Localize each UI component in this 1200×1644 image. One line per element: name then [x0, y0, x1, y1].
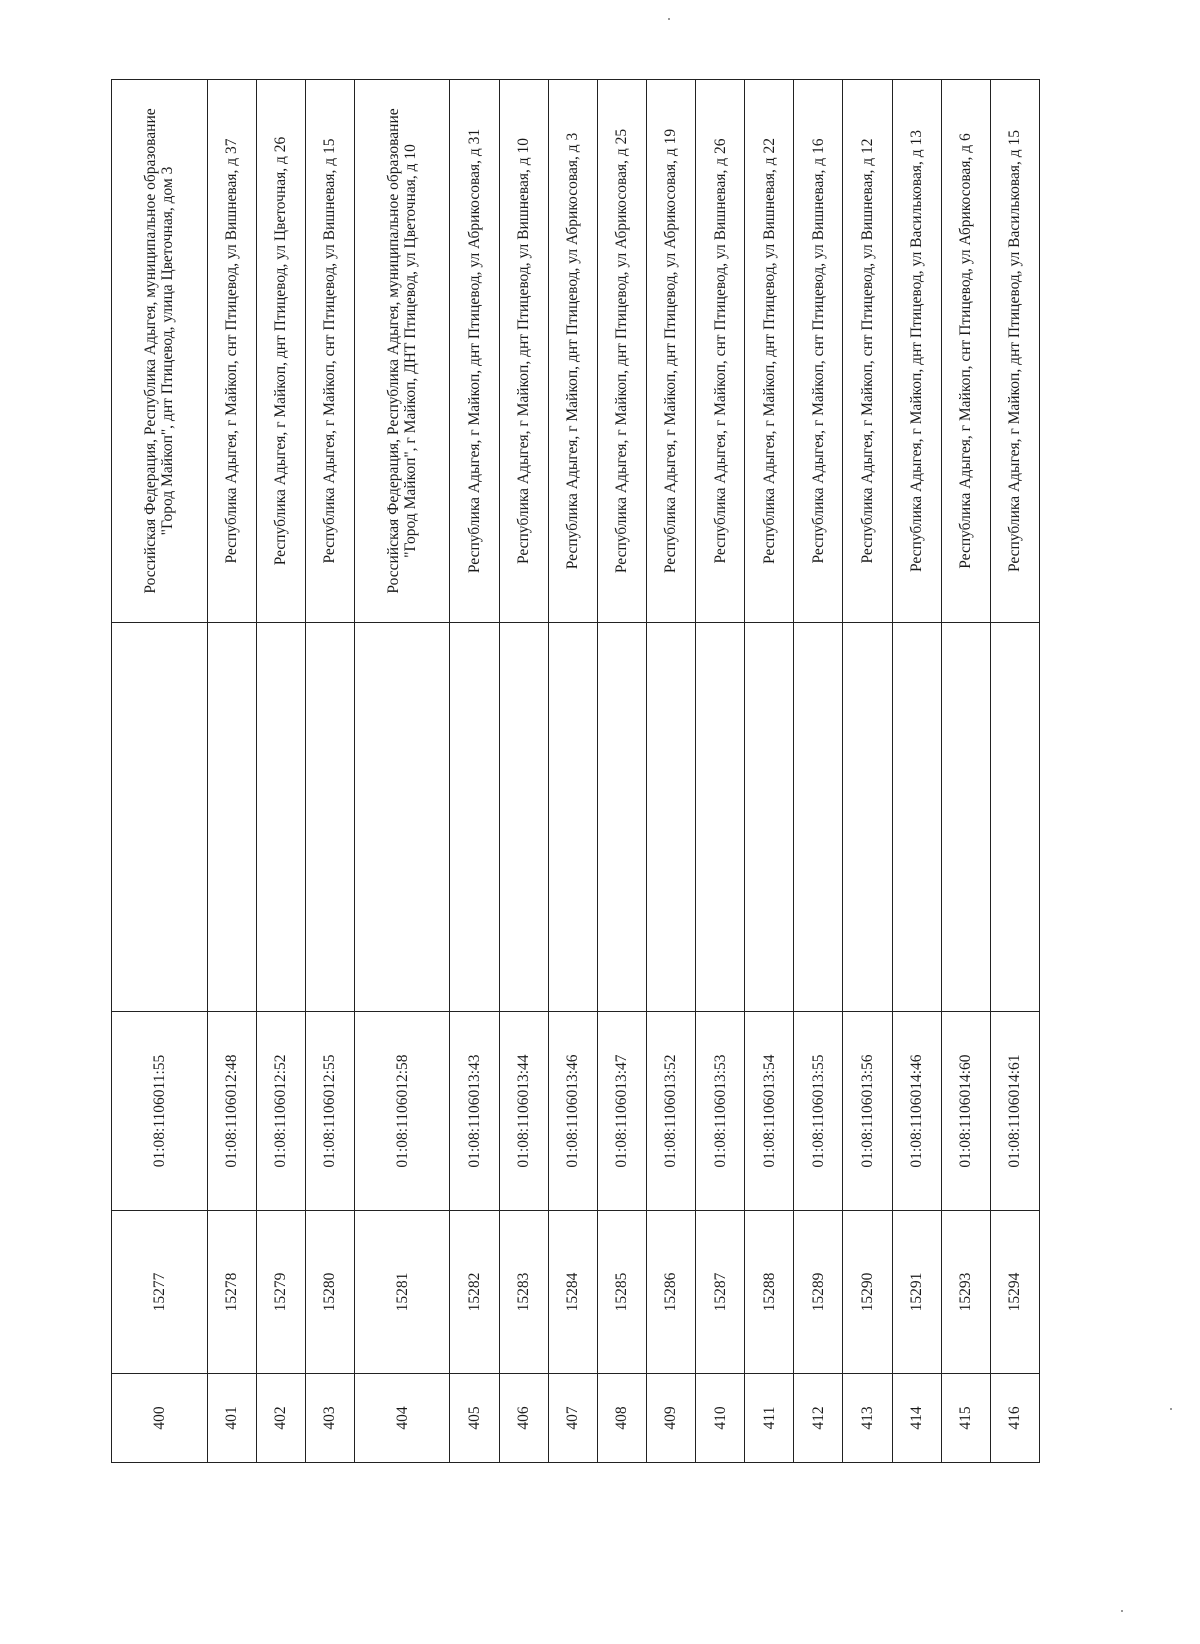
empty-cell — [794, 623, 843, 1012]
object-code-cell: 15285 — [597, 1211, 646, 1374]
address-cell: Республика Адыгея, г Майкоп, днт Птицевод, ул Абрикосовая, д 19 — [646, 80, 695, 623]
row-number-cell: 414 — [892, 1374, 941, 1463]
row-number-cell: 415 — [941, 1374, 990, 1463]
empty-cell — [843, 623, 892, 1012]
address-cell: Республика Адыгея, г Майкоп, снт Птицевод, ул Вишневая, д 26 — [696, 80, 745, 623]
cadastral-number-cell: 01:08:1106013:47 — [597, 1012, 646, 1211]
object-code-cell: 15294 — [990, 1211, 1039, 1374]
row-number-cell: 403 — [305, 1374, 354, 1463]
table-row — [450, 80, 499, 1463]
address-cell: Российская Федерация, Республика Адыгея, муниципальное образование "Город Майкоп", днт Птицевод, улица Цветочная, дом 3 — [112, 80, 208, 623]
empty-cell — [256, 623, 305, 1012]
table-row — [745, 80, 794, 1463]
empty-cell — [941, 623, 990, 1012]
cadastral-number-cell: 01:08:1106011:55 — [112, 1012, 208, 1211]
object-code-cell: 15280 — [305, 1211, 354, 1374]
empty-cell — [450, 623, 499, 1012]
cadastral-number-cell: 01:08:1106013:52 — [646, 1012, 695, 1211]
cadastral-number-cell: 01:08:1106013:44 — [499, 1012, 548, 1211]
row-number-cell: 400 — [112, 1374, 208, 1463]
table-row — [354, 80, 450, 1463]
address-cell: Республика Адыгея, г Майкоп, днт Птицевод, ул Абрикосовая, д 31 — [450, 80, 499, 623]
object-code-cell: 15286 — [646, 1211, 695, 1374]
empty-cell — [548, 623, 597, 1012]
address-cell: Республика Адыгея, г Майкоп, днт Птицевод, ул Вишневая, д 10 — [499, 80, 548, 623]
empty-cell — [207, 623, 256, 1012]
row-number-cell: 401 — [207, 1374, 256, 1463]
table-row — [843, 80, 892, 1463]
cadastral-number-cell: 01:08:1106013:54 — [745, 1012, 794, 1211]
address-cell: Республика Адыгея, г Майкоп, снт Птицевод, ул Вишневая, д 12 — [843, 80, 892, 623]
address-cell: Республика Адыгея, г Майкоп, днт Птицевод, ул Абрикосовая, д 3 — [548, 80, 597, 623]
object-code-cell: 15281 — [354, 1211, 450, 1374]
row-number-cell: 411 — [745, 1374, 794, 1463]
table-row — [794, 80, 843, 1463]
object-code-cell: 15283 — [499, 1211, 548, 1374]
address-cell: Республика Адыгея, г Майкоп, снт Птицевод, ул Вишневая, д 16 — [794, 80, 843, 623]
cadastral-number-cell: 01:08:1106013:53 — [696, 1012, 745, 1211]
cadastral-number-cell: 01:08:1106012:55 — [305, 1012, 354, 1211]
cadastral-number-cell: 01:08:1106013:56 — [843, 1012, 892, 1211]
empty-cell — [696, 623, 745, 1012]
object-code-cell: 15279 — [256, 1211, 305, 1374]
empty-cell — [499, 623, 548, 1012]
land-plot-registry-table — [111, 79, 1040, 1463]
table-row — [696, 80, 745, 1463]
empty-cell — [597, 623, 646, 1012]
table-row — [499, 80, 548, 1463]
address-cell: Республика Адыгея, г Майкоп, снт Птицевод, ул Вишневая, д 37 — [207, 80, 256, 623]
table-row — [256, 80, 305, 1463]
address-cell: Республика Адыгея, г Майкоп, днт Птицевод, ул Васильковая, д 15 — [990, 80, 1039, 623]
empty-cell — [990, 623, 1039, 1012]
row-number-cell: 416 — [990, 1374, 1039, 1463]
object-code-cell: 15290 — [843, 1211, 892, 1374]
table-row — [597, 80, 646, 1463]
cadastral-number-cell: 01:08:1106014:60 — [941, 1012, 990, 1211]
address-cell: Республика Адыгея, г Майкоп, днт Птицевод, ул Вишневая, д 22 — [745, 80, 794, 623]
empty-cell — [892, 623, 941, 1012]
object-code-cell: 15278 — [207, 1211, 256, 1374]
cadastral-number-cell: 01:08:1106013:55 — [794, 1012, 843, 1211]
cadastral-number-cell: 01:08:1106013:46 — [548, 1012, 597, 1211]
cadastral-number-cell: 01:08:1106012:52 — [256, 1012, 305, 1211]
address-cell: Республика Адыгея, г Майкоп, днт Птицевод, ул Абрикосовая, д 25 — [597, 80, 646, 623]
row-number-cell: 408 — [597, 1374, 646, 1463]
table-row — [892, 80, 941, 1463]
address-cell: Республика Адыгея, г Майкоп, снт Птицевод, ул Абрикосовая, д 6 — [941, 80, 990, 623]
empty-cell — [745, 623, 794, 1012]
object-code-cell: 15277 — [112, 1211, 208, 1374]
table-row — [646, 80, 695, 1463]
scan-speck — [1121, 1610, 1123, 1612]
cadastral-number-cell: 01:08:1106014:61 — [990, 1012, 1039, 1211]
row-number-cell: 413 — [843, 1374, 892, 1463]
row-number-cell: 407 — [548, 1374, 597, 1463]
row-number-cell: 409 — [646, 1374, 695, 1463]
table-row — [941, 80, 990, 1463]
object-code-cell: 15288 — [745, 1211, 794, 1374]
cadastral-number-cell: 01:08:1106012:48 — [207, 1012, 256, 1211]
empty-cell — [112, 623, 208, 1012]
rotated-table-container — [111, 79, 1040, 1463]
table-row — [112, 80, 208, 1463]
table-row — [990, 80, 1039, 1463]
row-number-cell: 406 — [499, 1374, 548, 1463]
scan-speck — [1170, 1408, 1172, 1410]
empty-cell — [305, 623, 354, 1012]
address-cell: Республика Адыгея, г Майкоп, снт Птицевод, ул Вишневая, д 15 — [305, 80, 354, 623]
row-number-cell: 412 — [794, 1374, 843, 1463]
object-code-cell: 15287 — [696, 1211, 745, 1374]
object-code-cell: 15291 — [892, 1211, 941, 1374]
empty-cell — [646, 623, 695, 1012]
object-code-cell: 15293 — [941, 1211, 990, 1374]
object-code-cell: 15284 — [548, 1211, 597, 1374]
scan-speck — [668, 18, 670, 20]
address-cell: Республика Адыгея, г Майкоп, днт Птицевод, ул Цветочная, д 26 — [256, 80, 305, 623]
cadastral-number-cell: 01:08:1106014:46 — [892, 1012, 941, 1211]
row-number-cell: 405 — [450, 1374, 499, 1463]
row-number-cell: 410 — [696, 1374, 745, 1463]
empty-cell — [354, 623, 450, 1012]
cadastral-number-cell: 01:08:1106013:43 — [450, 1012, 499, 1211]
object-code-cell: 15282 — [450, 1211, 499, 1374]
table-row — [305, 80, 354, 1463]
table-row — [548, 80, 597, 1463]
table-row — [207, 80, 256, 1463]
object-code-cell: 15289 — [794, 1211, 843, 1374]
row-number-cell: 404 — [354, 1374, 450, 1463]
row-number-cell: 402 — [256, 1374, 305, 1463]
address-cell: Российская Федерация, Республика Адыгея, муниципальное образование "Город Майкоп", г Майкоп, ДНТ Птицевод, ул Цветочная, д 10 — [354, 80, 450, 623]
cadastral-number-cell: 01:08:1106012:58 — [354, 1012, 450, 1211]
address-cell: Республика Адыгея, г Майкоп, днт Птицевод, ул Васильковая, д 13 — [892, 80, 941, 623]
